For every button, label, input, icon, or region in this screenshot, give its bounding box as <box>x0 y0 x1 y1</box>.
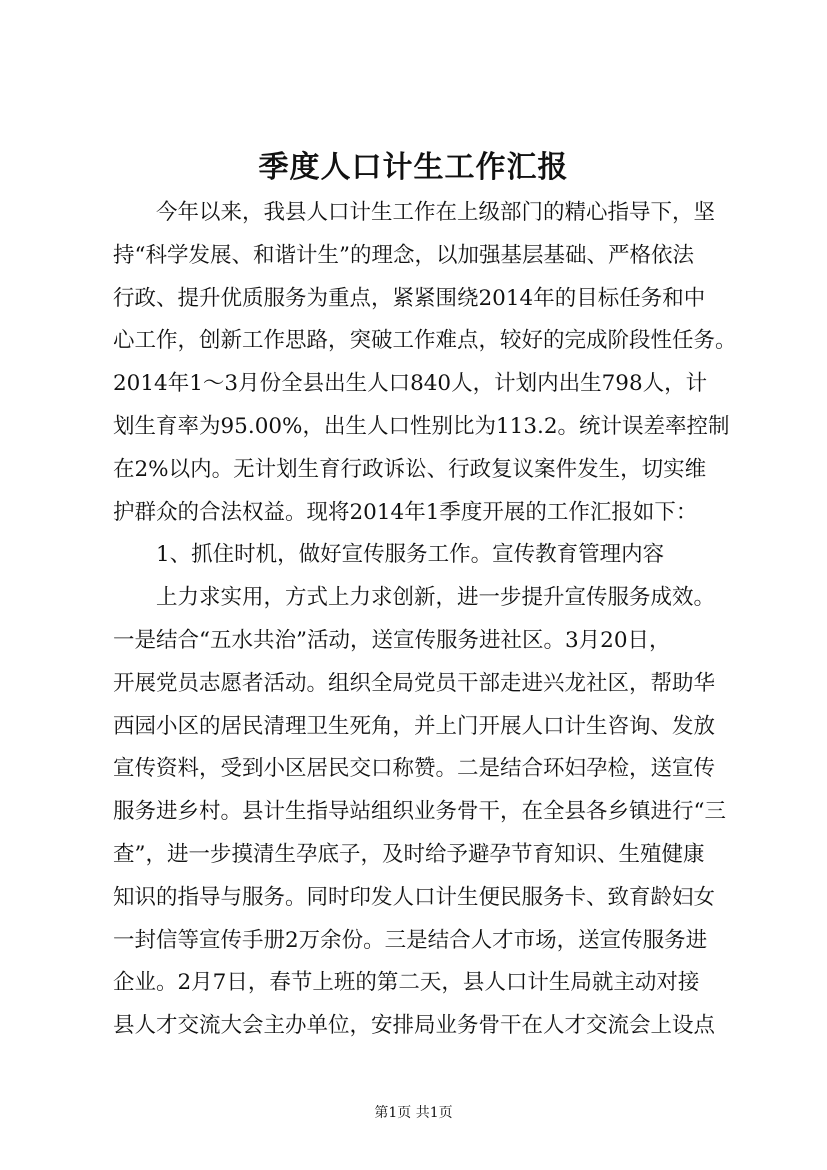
paragraph-line: 西园小区的居民清理卫生死角，并上门开展人口计生咨询、发放 <box>113 713 716 739</box>
page-footer: 第1页 共1页 <box>374 1105 453 1121</box>
paragraph-line: 2014年1～3月份全县出生人口840人，计划内出生798人，计 <box>113 371 708 397</box>
paragraph-line: 心工作，创新工作思路，突破工作难点，较好的完成阶段性任务。 <box>113 328 737 354</box>
paragraph-line: 开展党员志愿者活动。组织全局党员干部走进兴龙社区，帮助华 <box>113 670 716 696</box>
section-heading-line: 1、抓住时机，做好宣传服务工作。宣传教育管理内容 <box>156 542 665 568</box>
paragraph-line: 护群众的合法权益。现将2014年1季度开展的工作汇报如下： <box>113 499 698 525</box>
paragraph-line: 行政、提升优质服务为重点，紧紧围绕2014年的目标任务和中 <box>113 285 706 311</box>
paragraph-line: 企业。2月7日，春节上班的第二天，县人口计生局就主动对接 <box>113 970 700 996</box>
paragraph-line: 县人才交流大会主办单位，安排局业务骨干在人才交流会上设点 <box>113 1013 716 1039</box>
paragraph-line: 在2%以内。无计划生育行政诉讼、行政复议案件发生，切实维 <box>113 456 707 482</box>
paragraph-line: 宣传资料，受到小区居民交口称赞。二是结合环妇孕检，送宣传 <box>113 756 716 782</box>
paragraph-line: 一封信等宣传手册2万余份。三是结合人才市场，送宣传服务进 <box>113 927 708 953</box>
paragraph-line: 上力求实用，方式上力求创新，进一步提升宣传服务成效。 <box>156 585 716 611</box>
paragraph-line: 服务进乡村。县计生指导站组织业务骨干，在全县各乡镇进行“三 <box>113 799 726 825</box>
paragraph-line: 持“科学发展、和谐计生”的理念，以加强基层基础、严格依法 <box>113 242 694 268</box>
paragraph-line: 查”，进一步摸清生孕底子，及时给予避孕节育知识、生殖健康 <box>113 841 705 867</box>
paragraph-line: 一是结合“五水共治”活动，送宣传服务进社区。3月20日， <box>113 627 671 653</box>
paragraph-line: 今年以来，我县人口计生工作在上级部门的精心指导下，坚 <box>156 200 716 225</box>
document-body <box>113 192 743 1048</box>
document-title: 季度人口计生工作汇报 <box>258 150 569 185</box>
paragraph-line: 知识的指导与服务。同时印发人口计生便民服务卡、致育龄妇女 <box>113 884 716 910</box>
paragraph-line: 划生育率为95.00%，出生人口性别比为113.2。统计误差率控制 <box>113 413 730 439</box>
